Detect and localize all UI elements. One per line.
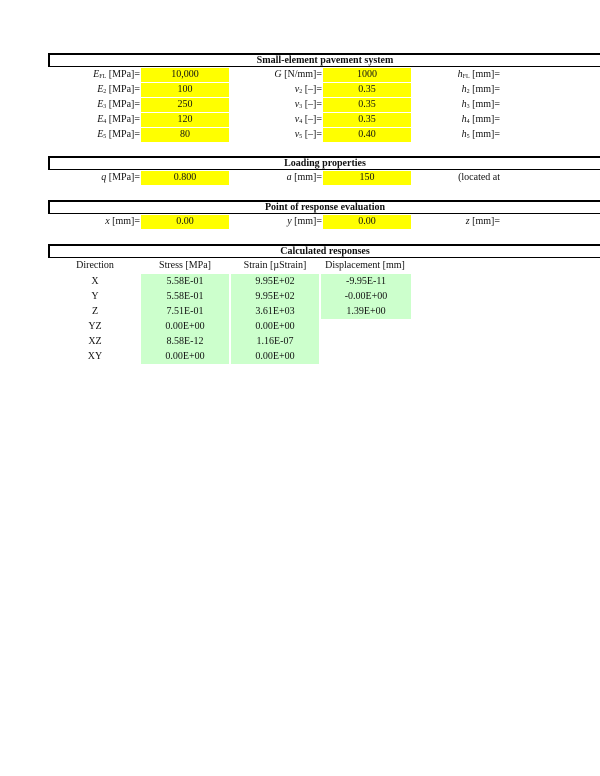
section-header-pavement: Small-element pavement system bbox=[48, 53, 600, 67]
nu-g-value-cell-3[interactable]: 0.35 bbox=[323, 113, 411, 127]
nu-g-label-1: $\nu_2$ [–]= bbox=[294, 84, 322, 95]
e-label-1: $E_2$ [MPa]= bbox=[97, 84, 140, 95]
q-label: q [MPa]= bbox=[101, 172, 140, 183]
strain-cell: 1.16E-07 bbox=[231, 334, 319, 349]
section-header-loading: Loading properties bbox=[48, 156, 600, 170]
e-label-2: $E_3$ [MPa]= bbox=[97, 99, 140, 110]
disp-cell: -0.00E+00 bbox=[321, 289, 411, 304]
nu-g-value-cell-1[interactable]: 0.35 bbox=[323, 83, 411, 97]
stress-cell: 7.51E-01 bbox=[141, 304, 229, 319]
direction-cell: XZ bbox=[88, 336, 102, 347]
direction-cell: X bbox=[91, 276, 99, 287]
col-header-strain: Strain [µStrain] bbox=[243, 260, 307, 271]
e-label-0: $E_{FL}$ [MPa]= bbox=[93, 69, 140, 80]
e-value-cell-3[interactable]: 120 bbox=[141, 113, 229, 127]
nu-g-value-cell-2[interactable]: 0.35 bbox=[323, 98, 411, 112]
nu-g-label-0: G [N/mm]= bbox=[274, 69, 322, 80]
strain-cell: 9.95E+02 bbox=[231, 289, 319, 304]
e-value-cell-2[interactable]: 250 bbox=[141, 98, 229, 112]
nu-g-value-cell-0[interactable]: 1000 bbox=[323, 68, 411, 82]
section-header-responses: Calculated responses bbox=[48, 244, 600, 258]
x-value-cell[interactable]: 0.00 bbox=[141, 215, 229, 229]
direction-cell: YZ bbox=[88, 321, 102, 332]
nu-g-label-4: $\nu_5$ [–]= bbox=[294, 129, 322, 140]
col-header-stress: Stress [MPa] bbox=[159, 260, 211, 271]
h-label-1: $h_2$ [mm]= bbox=[461, 84, 500, 95]
h-label-3: $h_4$ [mm]= bbox=[461, 114, 500, 125]
stress-cell: 0.00E+00 bbox=[141, 349, 229, 364]
strain-cell: 3.61E+03 bbox=[231, 304, 319, 319]
stress-cell: 0.00E+00 bbox=[141, 319, 229, 334]
e-label-3: $E_4$ [MPa]= bbox=[97, 114, 140, 125]
col-header-direction: Direction bbox=[76, 260, 114, 271]
e-value-cell-1[interactable]: 100 bbox=[141, 83, 229, 97]
stress-cell: 8.58E-12 bbox=[141, 334, 229, 349]
e-label-4: $E_5$ [MPa]= bbox=[97, 129, 140, 140]
q-value-cell[interactable]: 0.800 bbox=[141, 171, 229, 185]
e-value-cell-0[interactable]: 10,000 bbox=[141, 68, 229, 82]
a-value-cell[interactable]: 150 bbox=[323, 171, 411, 185]
section-header-point: Point of response evaluation bbox=[48, 200, 600, 214]
a-label: a [mm]= bbox=[286, 172, 322, 183]
direction-cell: Y bbox=[91, 291, 99, 302]
h-label-0: $h_{FL}$ [mm]= bbox=[457, 69, 500, 80]
e-value-cell-4[interactable]: 80 bbox=[141, 128, 229, 142]
nu-g-label-2: $\nu_3$ [–]= bbox=[294, 99, 322, 110]
nu-g-value-cell-4[interactable]: 0.40 bbox=[323, 128, 411, 142]
strain-cell: 0.00E+00 bbox=[231, 319, 319, 334]
y-label: y [mm]= bbox=[287, 216, 322, 227]
h-label-2: $h_3$ [mm]= bbox=[461, 99, 500, 110]
located-note: (located at bbox=[458, 172, 500, 183]
direction-cell: XY bbox=[87, 351, 103, 362]
strain-cell: 0.00E+00 bbox=[231, 349, 319, 364]
direction-cell: Z bbox=[91, 306, 99, 317]
col-header-displacement: Displacement [mm] bbox=[325, 260, 405, 271]
stress-cell: 5.58E-01 bbox=[141, 274, 229, 289]
disp-cell: -9.95E-11 bbox=[321, 274, 411, 289]
nu-g-label-3: $\nu_4$ [–]= bbox=[294, 114, 322, 125]
y-value-cell[interactable]: 0.00 bbox=[323, 215, 411, 229]
z-label: z [mm]= bbox=[465, 216, 500, 227]
x-label: x [mm]= bbox=[105, 216, 140, 227]
h-label-4: $h_5$ [mm]= bbox=[461, 129, 500, 140]
disp-cell: 1.39E+00 bbox=[321, 304, 411, 319]
stress-cell: 5.58E-01 bbox=[141, 289, 229, 304]
strain-cell: 9.95E+02 bbox=[231, 274, 319, 289]
